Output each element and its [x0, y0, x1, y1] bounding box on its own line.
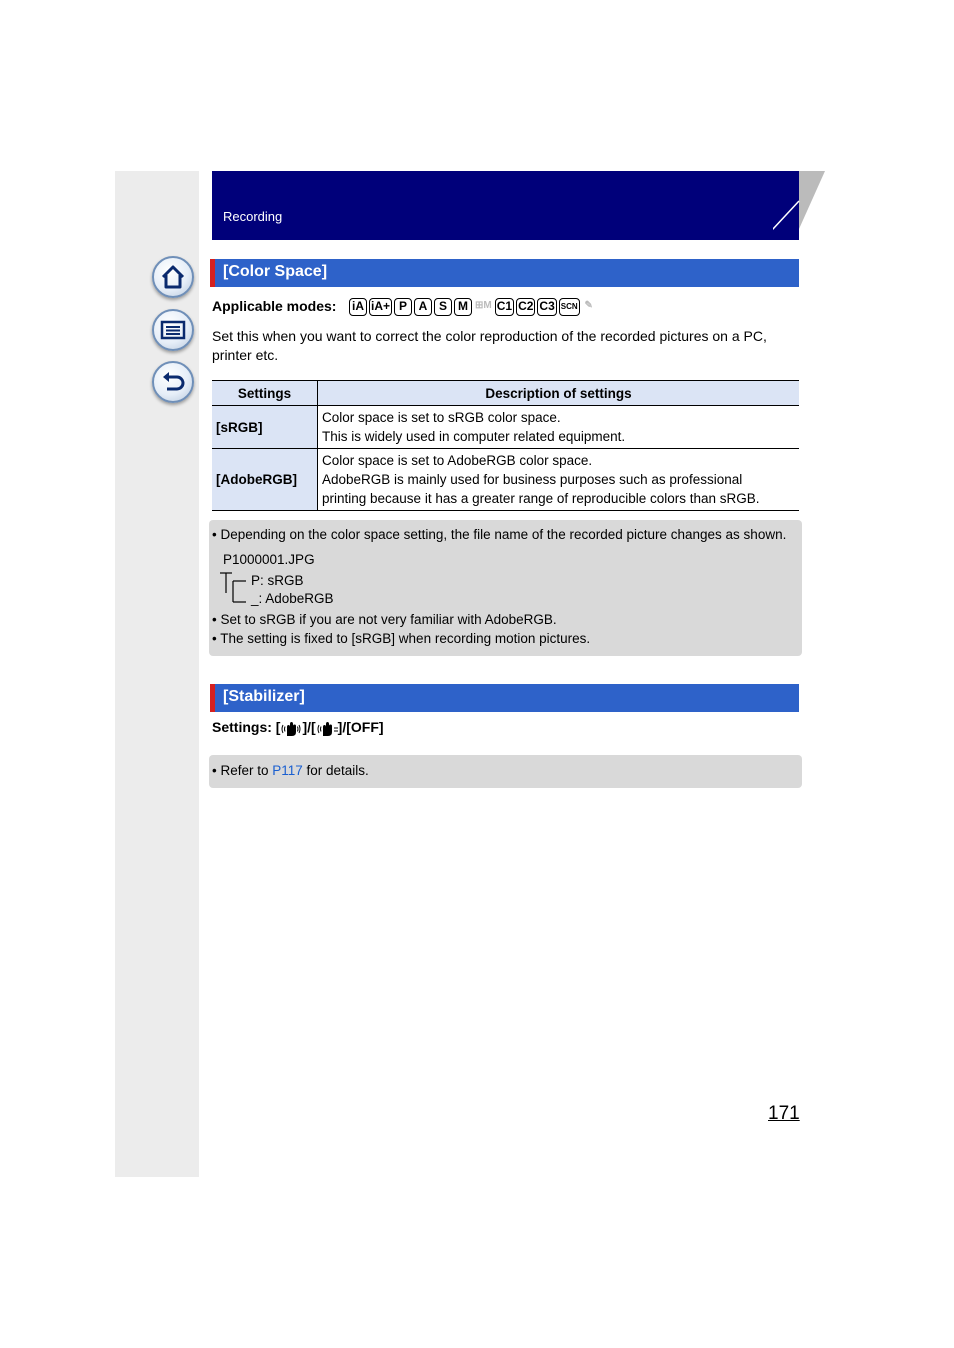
note-filename-change: • Depending on the color space setting, the file name of the recorded picture changes as shown.: [212, 527, 787, 542]
table-header-row: [212, 381, 799, 406]
header-title: Recording: [223, 209, 283, 224]
mode-icon-ia-plus: iA+: [369, 298, 392, 316]
note-refer: [212, 763, 369, 778]
description-line: Color space is set to sRGB color space.: [322, 410, 561, 425]
mode-icon-ia: iA: [349, 298, 367, 316]
mode-icon-creative-control: ✎: [584, 300, 593, 311]
back-arrow-icon: [159, 368, 187, 396]
note-motion-picture: • The setting is fixed to [sRGB] when recording motion pictures.: [212, 631, 591, 646]
header-bar: [212, 171, 799, 240]
section-header-stabilizer: [210, 684, 799, 712]
mode-icon-c2: C2: [516, 298, 535, 316]
mode-icon-m: M: [454, 298, 472, 316]
note-refer-suffix: for details.: [302, 763, 369, 778]
table-cell-description: [318, 449, 800, 511]
filename-adobergb: _: AdobeRGB: [251, 591, 334, 606]
mode-icon-c1: C1: [495, 298, 514, 316]
home-icon: [159, 263, 187, 291]
note-srgb-recommend: • Set to sRGB if you are not very familiar with AdobeRGB.: [212, 612, 557, 627]
color-space-description: Set this when you want to correct the color reproduction of the recorded pictures on a PC, printer etc.: [212, 328, 767, 363]
stabilizer-notes: [209, 755, 802, 788]
description-line: printing because it has a greater range of reproducible colors than sRGB.: [322, 491, 760, 506]
table-cell-description: [318, 406, 800, 449]
settings-table: [212, 380, 799, 511]
home-button[interactable]: [152, 256, 194, 298]
mode-icon-c3: C3: [537, 298, 556, 316]
description-line: This is widely used in computer related equipment.: [322, 429, 626, 444]
table-row: [212, 449, 799, 511]
description-line: Color space is set to AdobeRGB color space.: [322, 453, 593, 468]
table-cell-setting: [AdobeRGB]: [212, 449, 318, 511]
menu-button[interactable]: [152, 309, 194, 351]
settings-suffix: ]/[OFF]: [337, 719, 384, 735]
section-accent: [210, 259, 215, 287]
filename-example: P1000001.JPG: [223, 552, 315, 567]
description-line: AdobeRGB is mainly used for business purposes such as professional: [322, 472, 743, 487]
mode-icon-scn: SCN: [559, 298, 580, 316]
filename-srgb: P: sRGB: [251, 573, 304, 588]
filename-bracket-diagram: [220, 571, 250, 607]
stabilizer-panning-icon: [316, 719, 338, 737]
settings-prefix: Settings: [: [212, 719, 281, 735]
section-header-color-space: [210, 259, 799, 287]
mode-icon-s: S: [434, 298, 452, 316]
applicable-modes-label: Applicable modes:: [212, 298, 337, 314]
note-refer-prefix: • Refer to: [212, 763, 273, 778]
mode-icon-p: P: [394, 298, 412, 316]
table-header-description: Description of settings: [318, 381, 800, 406]
back-button[interactable]: [152, 361, 194, 403]
mode-icons: [349, 297, 596, 317]
color-space-notes: [209, 520, 802, 656]
section-title: [Stabilizer]: [223, 688, 305, 705]
menu-list-icon: [159, 316, 187, 344]
settings-mid: ]/[: [302, 719, 316, 735]
stabilizer-icon: [280, 719, 302, 737]
section-accent: [210, 684, 215, 712]
table-cell-setting: [sRGB]: [212, 406, 318, 449]
mode-icon-creative-video: ⊞M: [475, 300, 492, 311]
stabilizer-settings: [212, 718, 384, 737]
page-link-p117[interactable]: P117: [272, 763, 303, 778]
table-header-settings: Settings: [212, 381, 318, 406]
page-number: 171: [768, 1103, 800, 1124]
table-row: [212, 406, 799, 449]
header-corner: [773, 171, 825, 240]
section-title: [Color Space]: [223, 263, 328, 280]
mode-icon-a: A: [414, 298, 432, 316]
